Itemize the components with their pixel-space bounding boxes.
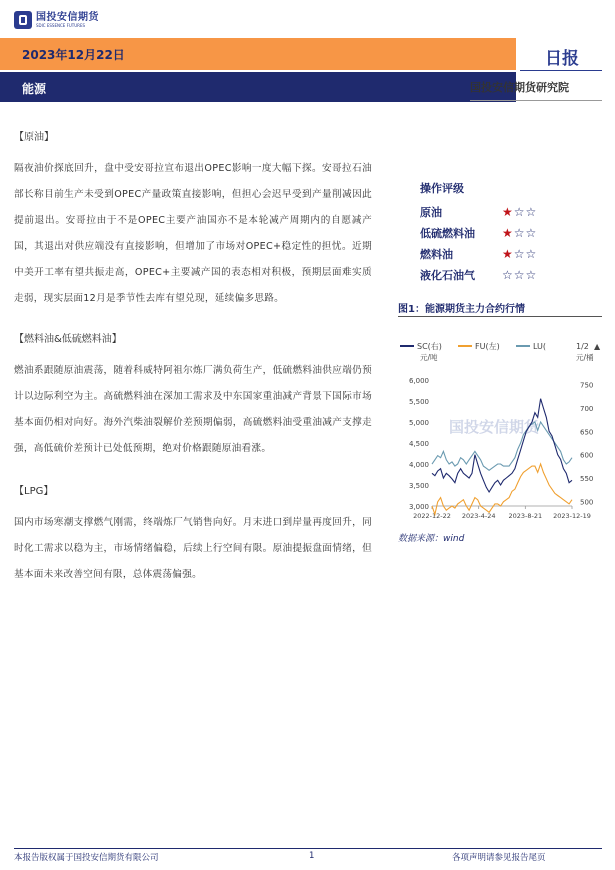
empty-star-icon: ☆ bbox=[513, 225, 526, 240]
footer-divider bbox=[14, 848, 602, 849]
y-left-tick-label: 4,500 bbox=[408, 440, 429, 448]
y-left-tick-label: 3,500 bbox=[408, 482, 429, 490]
chart-watermark: 国投安信期货 bbox=[448, 418, 540, 436]
company-logo bbox=[14, 9, 104, 31]
empty-star-icon: ☆ bbox=[513, 267, 526, 282]
rating-row bbox=[420, 264, 537, 285]
y-left-tick-label: 5,500 bbox=[408, 398, 429, 406]
footer-copyright: 本报告版权属于国投安信期货有限公司 bbox=[14, 853, 159, 863]
series-line-fu bbox=[432, 464, 572, 514]
y-left-tick-label: 6,000 bbox=[408, 377, 429, 385]
report-type: 日报 bbox=[545, 49, 579, 69]
legend-label: LU( bbox=[533, 342, 547, 351]
divider bbox=[398, 316, 602, 317]
left-axis-unit: 元/吨 bbox=[420, 353, 438, 362]
data-source: 数据来源：wind bbox=[398, 534, 465, 544]
logo-name-en: SDIC ESSENCE FUTURES bbox=[36, 22, 86, 28]
rating-row bbox=[420, 201, 537, 222]
rating-row bbox=[420, 222, 537, 243]
commentary-column bbox=[14, 120, 372, 588]
y-left-tick-label: 5,000 bbox=[408, 419, 429, 427]
x-tick-label: 2023-8-21 bbox=[508, 512, 543, 520]
empty-star-icon: ☆ bbox=[513, 246, 526, 261]
star-rating bbox=[502, 268, 537, 282]
divider bbox=[520, 70, 602, 71]
date-banner bbox=[0, 38, 516, 70]
x-tick-label: 2023-4-24 bbox=[461, 512, 496, 520]
y-left-tick-label: 3,000 bbox=[408, 503, 429, 511]
rating-product: 原油 bbox=[420, 205, 442, 219]
rating-product: 液化石油气 bbox=[420, 268, 475, 282]
y-right-tick-label: 600 bbox=[580, 451, 594, 460]
report-date: 2023年12月22日 bbox=[22, 48, 125, 62]
filled-star-icon: ★ bbox=[502, 246, 514, 261]
section-title: 【LPG】 bbox=[14, 486, 54, 497]
empty-star-icon: ☆ bbox=[513, 204, 526, 219]
footer-disclaimer: 各项声明请参见报告尾页 bbox=[452, 853, 546, 863]
legend-label: SC(右) bbox=[417, 342, 442, 351]
x-tick-label: 2022-12-22 bbox=[413, 512, 451, 520]
figure-title: 图1：能源期货主力合约行情 bbox=[398, 304, 525, 315]
legend-page-indicator: 1/2 bbox=[576, 342, 589, 351]
y-right-tick-label: 700 bbox=[580, 405, 594, 413]
empty-star-icon: ☆ bbox=[502, 267, 514, 282]
section-title: 【燃料油&低硫燃料油】 bbox=[14, 334, 122, 345]
filled-star-icon: ★ bbox=[502, 204, 514, 219]
right-axis-unit: 元/桶 bbox=[576, 353, 594, 362]
sector-banner bbox=[0, 72, 516, 102]
section-crude bbox=[14, 130, 372, 312]
section-fuel-oil bbox=[14, 332, 372, 462]
section-lpg bbox=[14, 484, 372, 588]
y-left-tick-label: 4,000 bbox=[408, 461, 429, 469]
logo-name-cn: 国投安信期货 bbox=[36, 11, 99, 23]
section-body: 隔夜油价探底回升，盘中受安哥拉宣布退出OPEC影响一度大幅下探。安哥拉石油部长称目前生产未受到OPEC产量政策直接影响，但担心会迟早受到产量削减因此提前退出。安哥拉由于不是OPEC主要产油国亦不是本轮减产周期内的自愿减产国，其退出对供应端没有直接影响，但增加了市场对OPEC+稳定性的担忧。近期中美开工率有望共振走高，OPEC+主要减产国的表态相对积极，预期层面难实质走弱，现实层面12月是季节性去库有望兑现，延续偏多思路。 bbox=[14, 163, 372, 304]
y-right-tick-label: 650 bbox=[580, 428, 594, 437]
empty-star-icon: ☆ bbox=[525, 225, 538, 240]
rating-header: 操作评级 bbox=[420, 182, 464, 195]
star-rating bbox=[502, 247, 537, 261]
y-right-tick-label: 550 bbox=[580, 475, 594, 483]
sector-name: 能源 bbox=[22, 82, 47, 96]
price-chart bbox=[396, 326, 608, 526]
empty-star-icon: ☆ bbox=[525, 246, 538, 261]
rating-product: 燃料油 bbox=[420, 247, 453, 261]
y-right-tick-label: 500 bbox=[580, 498, 594, 507]
star-rating bbox=[502, 205, 537, 219]
section-body: 燃油系跟随原油震荡，随着科威特阿祖尔炼厂满负荷生产，低硫燃料油供应端仍预计以边际利空为主。高硫燃料油在深加工需求及中东国家重油减产背景下国际市场基本面仍相对向好。海外汽柴油裂解价差预期偏弱，高硫燃料油受重油减产支撑走强，高低硫价差预计已处低预期，绝对价格跟随原油看涨。 bbox=[14, 365, 372, 454]
star-rating bbox=[502, 226, 537, 240]
legend-label: FU(左) bbox=[475, 342, 500, 351]
rating-product: 低硫燃料油 bbox=[420, 226, 475, 240]
series-line-sc bbox=[432, 399, 572, 492]
section-body: 国内市场寒潮支撑燃气刚需，终端炼厂气销售向好。月末进口到岸量再度回升，同时化工需求以稳为主，市场情绪偏稳，后续上行空间有限。原油提振盘面情绪，但基本面未来改善空间有限，总体震荡偏强。 bbox=[14, 517, 372, 580]
rating-panel bbox=[420, 180, 537, 285]
rating-row bbox=[420, 243, 537, 264]
section-title: 【原油】 bbox=[14, 132, 54, 143]
filled-star-icon: ★ bbox=[502, 225, 514, 240]
page-number: 1 bbox=[309, 851, 315, 861]
empty-star-icon: ☆ bbox=[525, 267, 538, 282]
legend-scroll-icon: ▲ bbox=[594, 342, 601, 351]
divider bbox=[470, 100, 602, 101]
logo-icon bbox=[14, 11, 32, 29]
empty-star-icon: ☆ bbox=[525, 204, 538, 219]
x-tick-label: 2023-12-19 bbox=[553, 512, 591, 520]
y-right-tick-label: 750 bbox=[580, 381, 594, 390]
institute-name: 国投安信期货研究院 bbox=[470, 81, 569, 94]
